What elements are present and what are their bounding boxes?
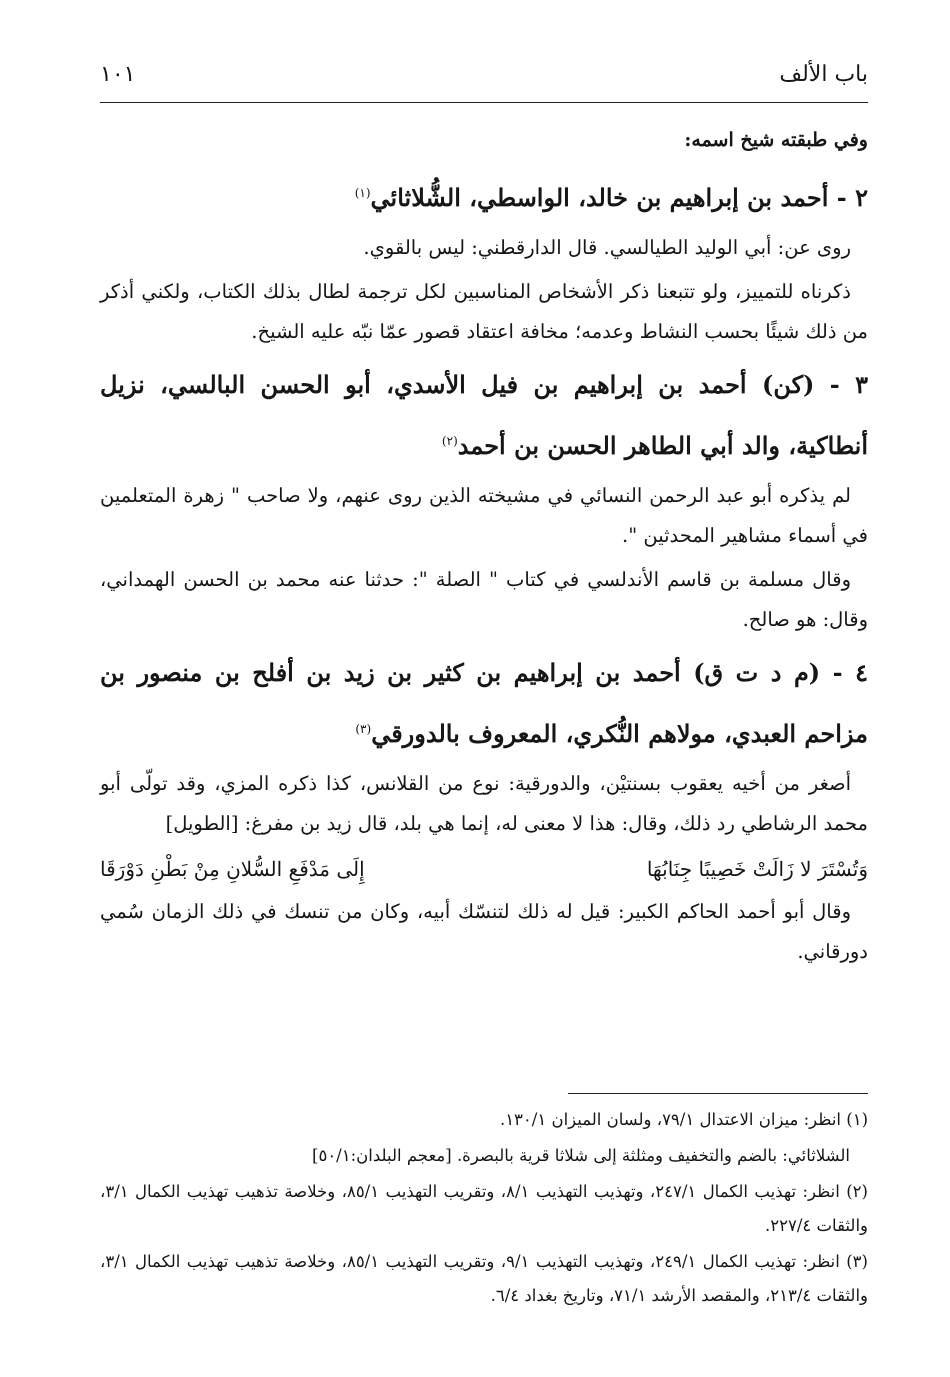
page-number: ١٠١ [100,62,136,87]
footnote-1: (١) انظر: ميزان الاعتدال ٧٩/١، ولسان الميزان ١٣٠/١. [499,1110,868,1129]
footnote-ref-3: (٣) [355,722,372,736]
entry-2-paragraph-2: ذكرناه للتمييز، ولو تتبعنا ذكر الأشخاص المناسبين لكل ترجمة لطال بذلك الكتاب، ولكني أذكر من ذلك شيئًا بحسب النشاط وعدمه؛ مخافة اعتقاد قصور عمّا نبّه عليه الشيخ. [100,280,868,343]
entry-2-paragraph-1: روى عن: أبي الوليد الطيالسي. قال الدارقطني: ليس بالقوي. [363,236,851,259]
book-page [100,0,868,1377]
footnote-3: (٣) انظر: تهذيب الكمال ٢٤٩/١، وتهذيب التهذيب ٩/١، وتقريب التهذيب ٨٥/١، وخلاصة تذهيب تهذيب الكمال ٣/١، والثقات ٢١٣/٤، والمقصد الأرشد ٧١/١، وتاريخ بغداد ٦/٤. [100,1252,868,1305]
footnotes [100,1103,868,1315]
entry-3-paragraph-2: وقال مسلمة بن قاسم الأندلسي في كتاب " الصلة ": حدثنا عنه محمد بن الحسن الهمداني، وقال: هو صالح. [100,568,868,631]
footnote-divider [568,1093,868,1094]
entry-3-heading [100,356,868,474]
footnote-1-extra: الشلاثائي: بالضم والتخفيف ومثلثة إلى شلاثا قرية بالبصرة. [معجم البلدان:٥٠/١] [312,1146,850,1165]
entry-4-heading [100,644,868,762]
header-divider [100,102,868,103]
chapter-title: باب الألف [779,62,868,87]
footnote-2: (٢) انظر: تهذيب الكمال ٢٤٧/١، وتهذيب التهذيب ٨/١، وتقريب التهذيب ٨٥/١، وخلاصة تذهيب تهذيب الكمال ٣/١، والثقات ٢٢٧/٤. [100,1182,868,1235]
entry-3-paragraph-1: لم يذكره أبو عبد الرحمن النسائي في مشيخته الذين روى عنهم، ولا صاحب " زهرة المتعلمين في أسماء مشاهير المحدثين ". [100,484,868,547]
footnote-ref-2: (٢) [441,434,458,448]
entry-4-paragraph-2: وقال أبو أحمد الحاكم الكبير: قيل له ذلك لتنسّك أبيه، وكان من تنسك في ذلك الزمان سُمي دورقاني. [100,900,868,963]
entry-3-title: ٣ - (كن) أحمد بن إبراهيم بن فيل الأسدي، أبو الحسن البالسي، نزيل أنطاكية، والد أبي الطاهر الحسن بن أحمد [100,370,868,460]
entry-2-heading [100,165,868,226]
main-text [100,122,868,976]
intro-line: وفي طبقته شيخ اسمه: [684,129,868,151]
footnote-ref-1: (١) [354,186,371,200]
verse-second-hemistich: إِلَى مَدْفَعِ السُّلانِ مِنْ بَطْنِ دَوْرَقَا [100,857,365,881]
verse-first-hemistich: وَتُسْتَرَ لا زَالَتْ خَصِيبًا جِنَابُهَا [646,857,868,881]
poem-verse [100,848,868,890]
entry-4-title: ٤ - (م د ت ق) أحمد بن إبراهيم بن كثير بن زيد بن أفلح بن منصور بن مزاحم العبدي، مولاهم النُّكري، المعروف بالدورقي [100,658,868,748]
entry-2-title: ٢ - أحمد بن إبراهيم بن خالد، الواسطي، الشُّلاثائي [370,183,868,212]
page-header [100,62,868,102]
entry-4-paragraph-1: أصغر من أخيه يعقوب بسنتيْن، والدورقية: نوع من القلانس، كذا ذكره المزي، وقد تولّى أبو محمد الرشاطي رد ذلك، وقال: هذا لا معنى له، إنما هي بلد، قال زيد بن مفرغ: [الطويل] [100,772,868,835]
